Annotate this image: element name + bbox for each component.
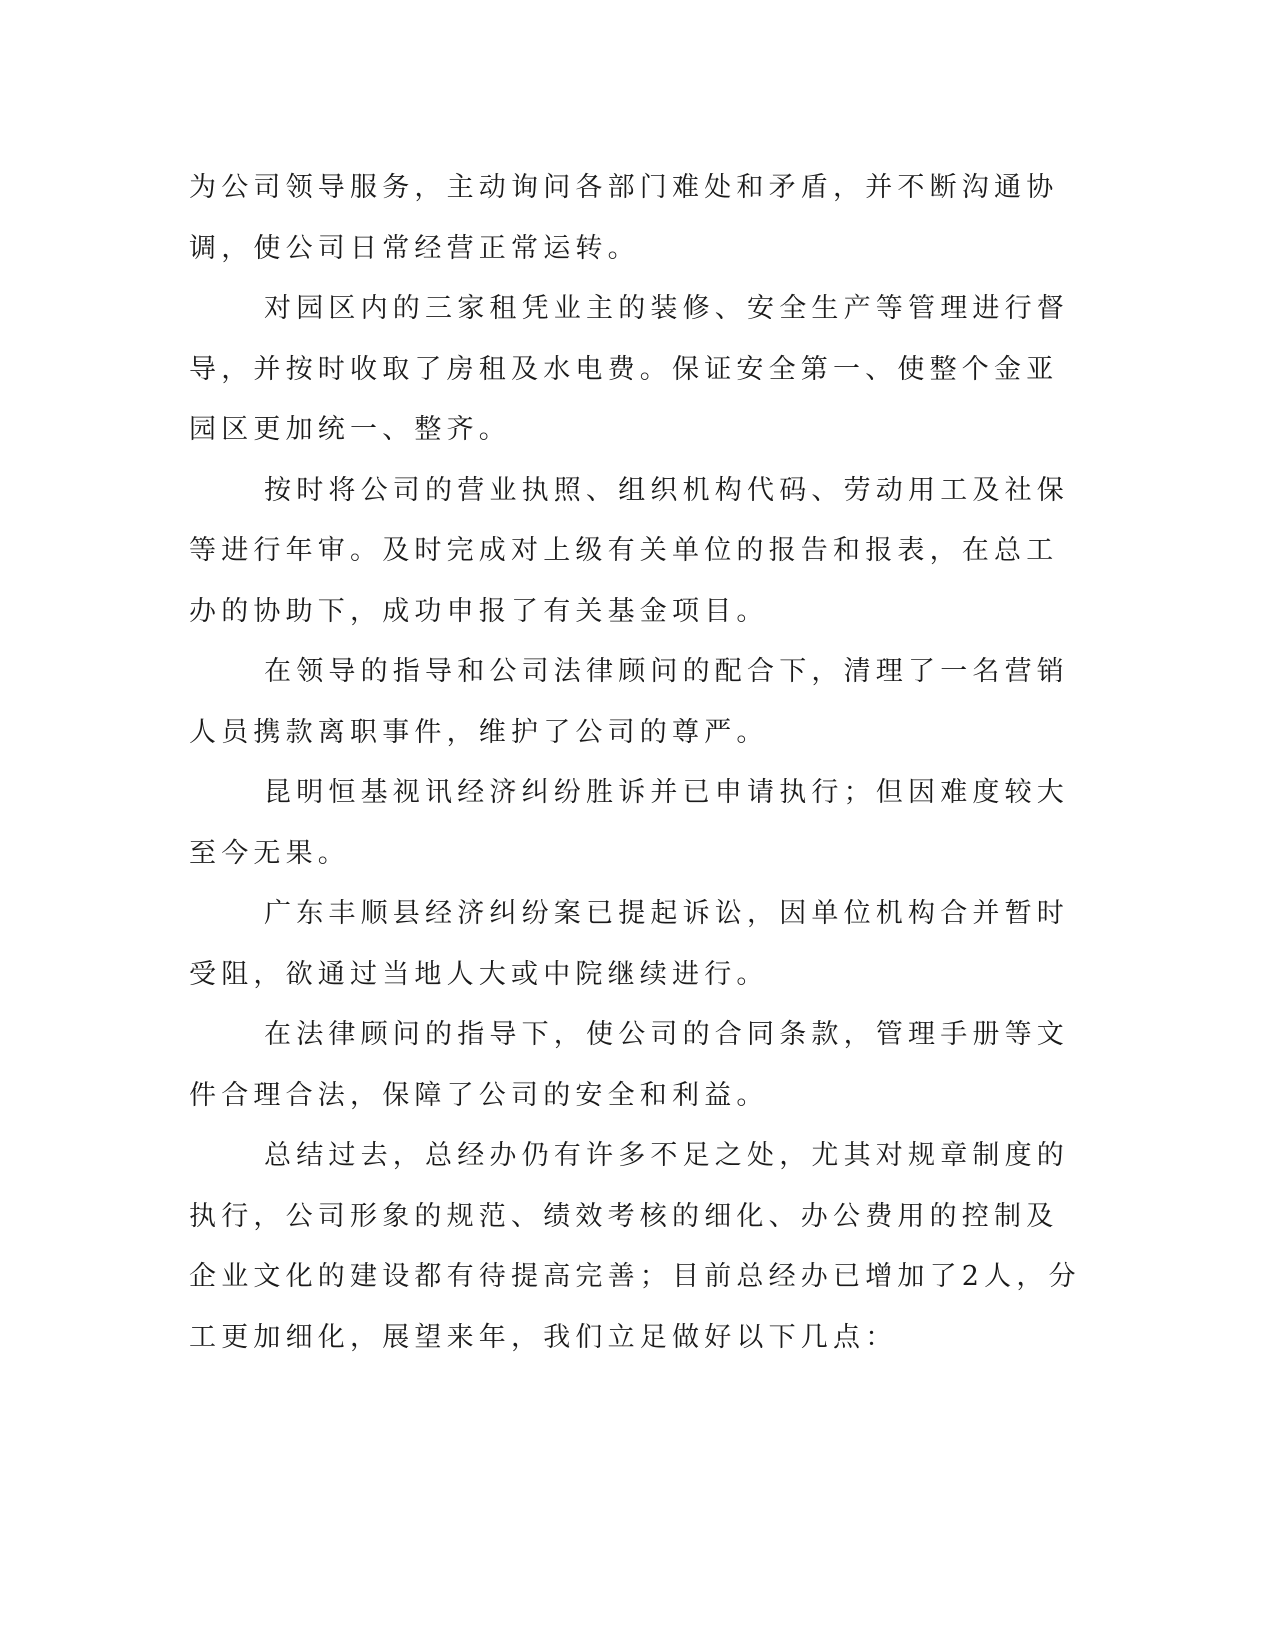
paragraph: 广东丰顺县经济纠纷案已提起诉讼，因单位机构合并暂时受阻，欲通过当地人大或中院继续进行。 (189, 898, 1069, 990)
paragraph: 昆明恒基视讯经济纠纷胜诉并已申请执行；但因难度较大至今无果。 (189, 777, 1069, 869)
document-body (189, 158, 1089, 1368)
paragraph: 为公司领导服务，主动询问各部门难处和矛盾，并不断沟通协调，使公司日常经营正常运转。 (189, 172, 1059, 264)
paragraph: 总结过去，总经办仍有许多不足之处，尤其对规章制度的执行，公司形象的规范、绩效考核的细化、办公费用的控制及企业文化的建设都有待提高完善；目前总经办已增加了2人，分工更加细化，展望来年，我们立足做好以下几点： (189, 1140, 1081, 1353)
paragraph: 按时将公司的营业执照、组织机构代码、劳动用工及社保等进行年审。及时完成对上级有关单位的报告和报表，在总工办的协助下，成功申报了有关基金项目。 (189, 474, 1069, 627)
paragraph: 在领导的指导和公司法律顾问的配合下，清理了一名营销人员携款离职事件，维护了公司的尊严。 (189, 656, 1069, 748)
paragraph: 在法律顾问的指导下，使公司的合同条款，管理手册等文件合理合法，保障了公司的安全和利益。 (189, 1019, 1069, 1111)
paragraph: 对园区内的三家租凭业主的装修、安全生产等管理进行督导，并按时收取了房租及水电费。保证安全第一、使整个金亚园区更加统一、整齐。 (189, 293, 1069, 445)
